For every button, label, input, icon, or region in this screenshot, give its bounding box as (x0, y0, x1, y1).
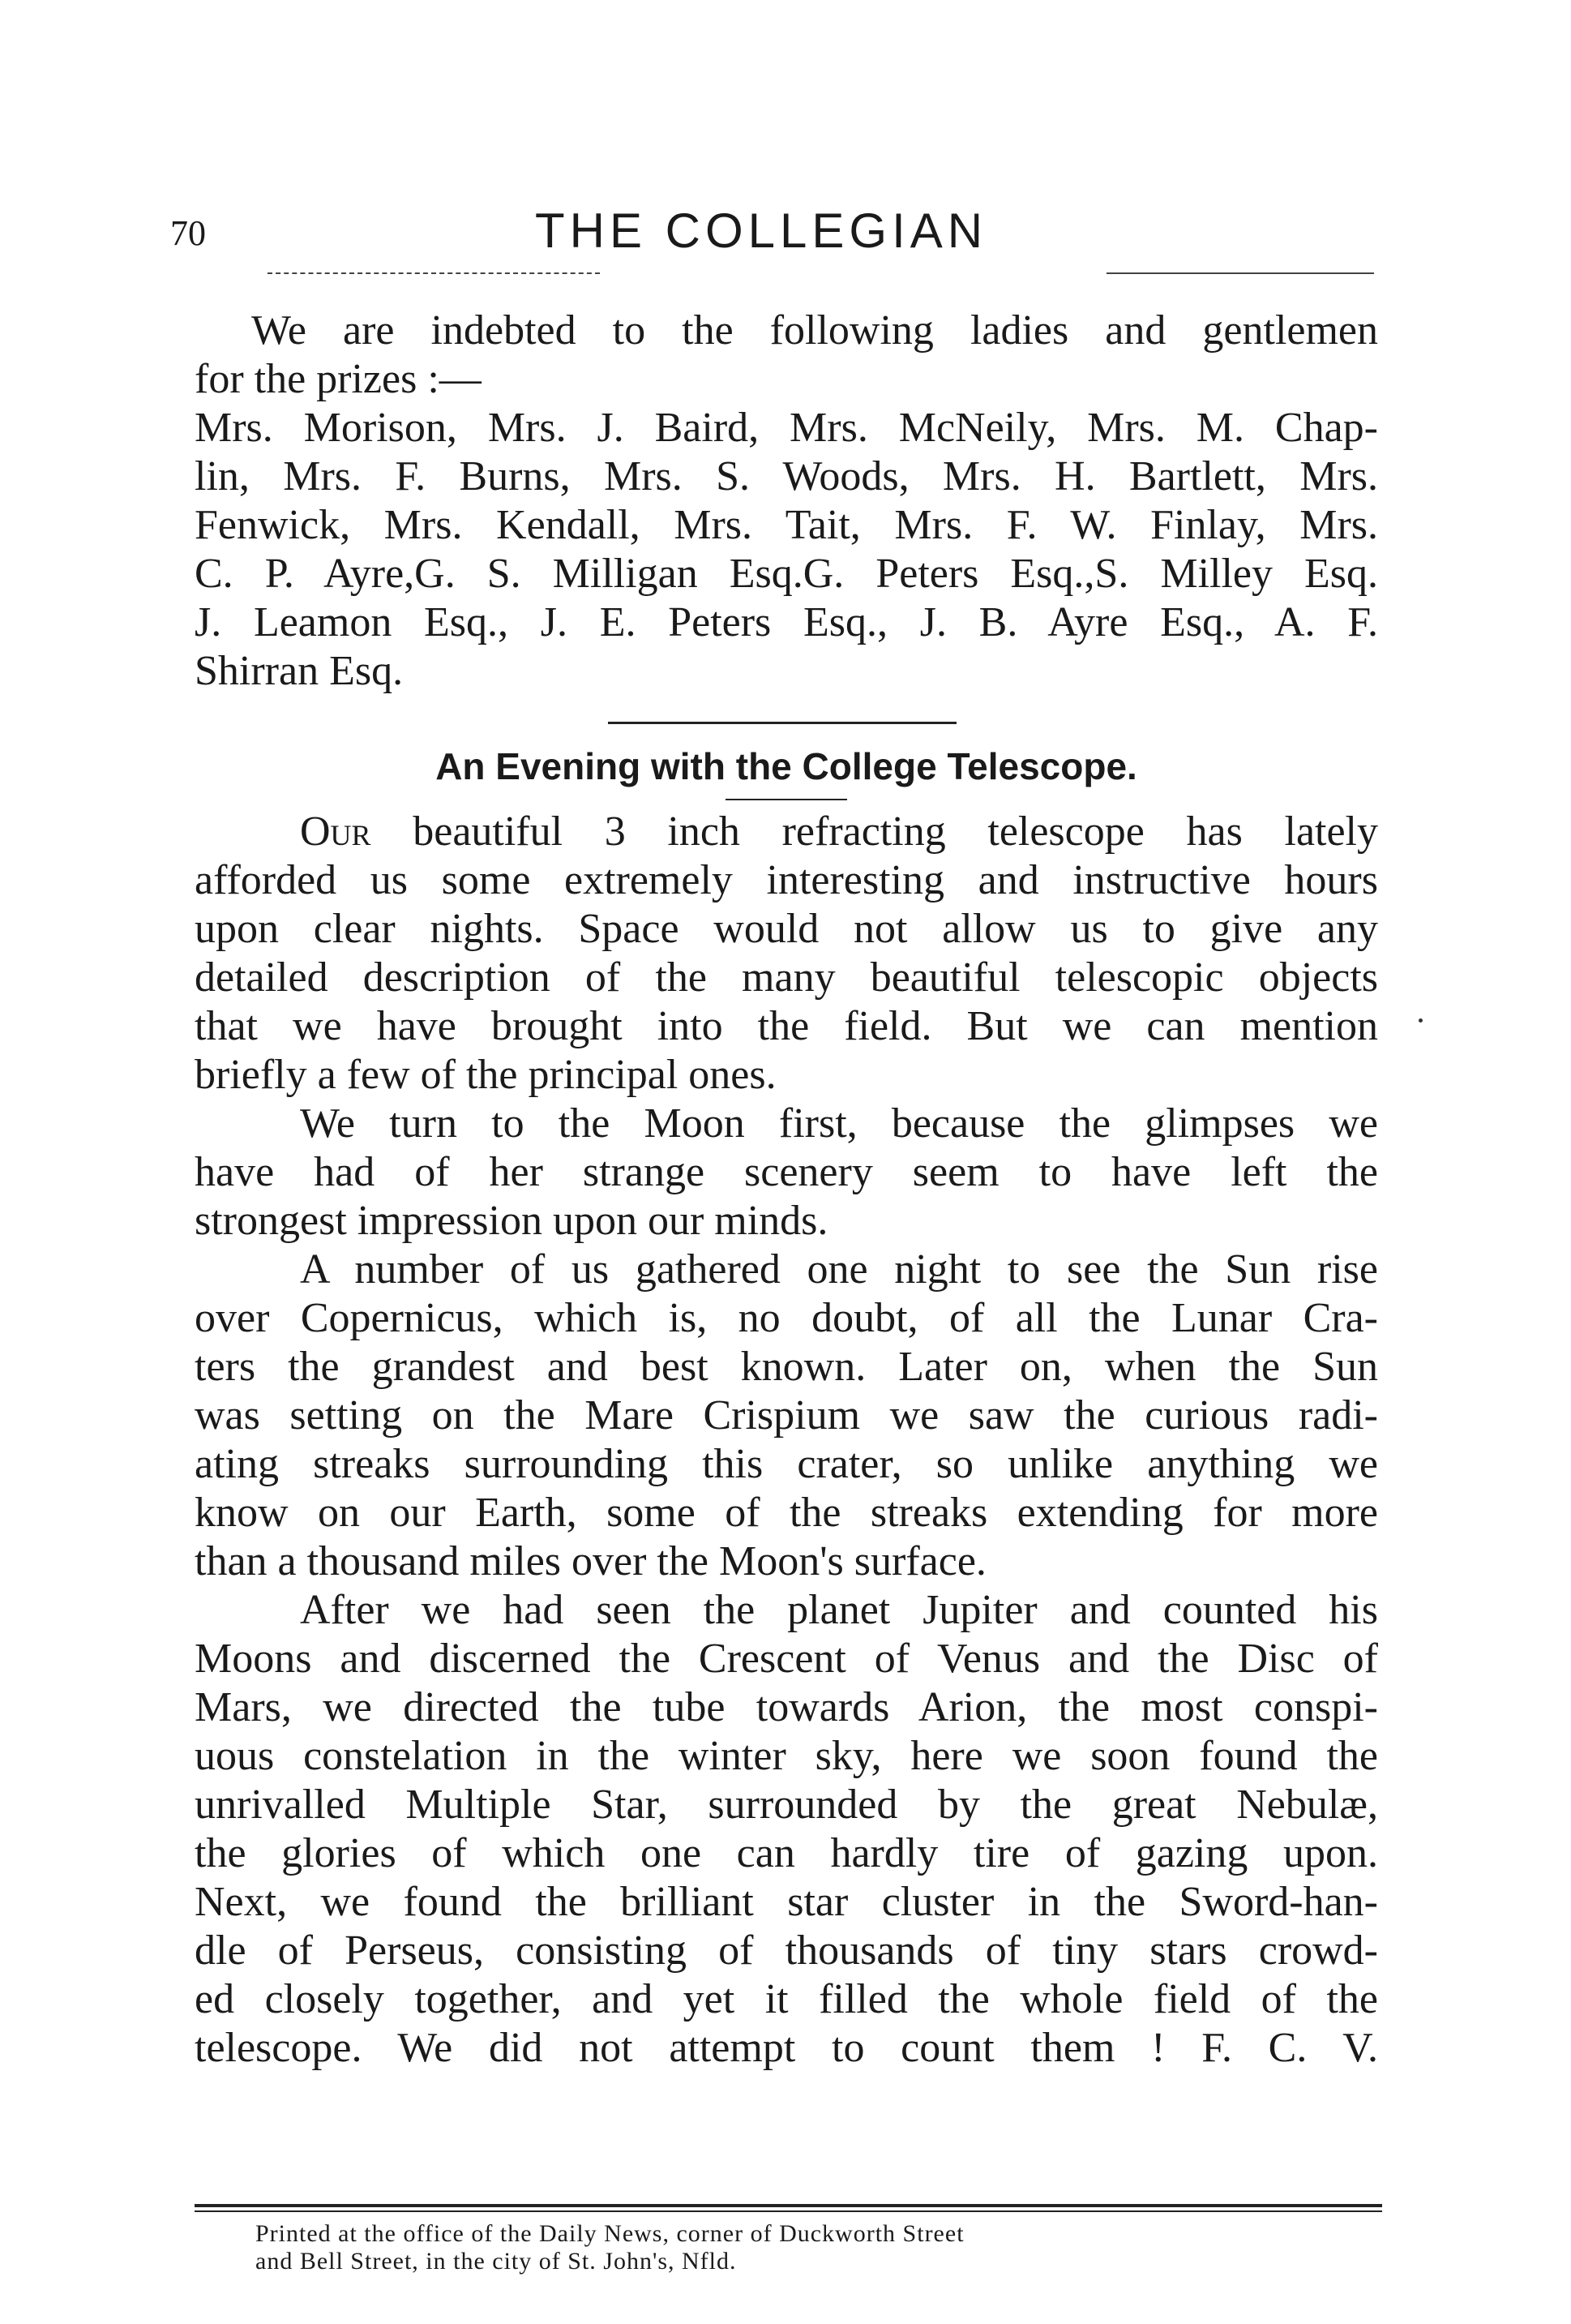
text-line: over Copernicus, which is, no doubt, of all the Lunar Cra- (195, 1295, 1378, 1341)
text-line: than a thousand miles over the Moon's surface. (195, 1538, 987, 1584)
text-line: for the prizes :— (195, 356, 482, 402)
prize-acknowledgement (195, 307, 1378, 696)
text-line: Next, we found the brilliant star cluster in the Sword-han- (195, 1879, 1378, 1925)
text-line: that we have brought into the field. But we can mention (195, 1003, 1378, 1049)
text-line: briefly a few of the principal ones. (195, 1052, 777, 1098)
text-line: detailed description of the many beautiful telescopic objects (195, 954, 1378, 1001)
footer-rule-thin (195, 2210, 1382, 2212)
text-line: ating streaks surrounding this crater, so unlike anything we (195, 1441, 1378, 1487)
text-line: Fenwick, Mrs. Kendall, Mrs. Tait, Mrs. F. W. Finlay, Mrs. (195, 502, 1378, 548)
text-line: Mrs. Morison, Mrs. J. Baird, Mrs. McNeily, Mrs. M. Chap- (195, 405, 1378, 451)
header-rule-right (1107, 272, 1374, 276)
text-line: upon clear nights. Space would not allow us to give any (195, 906, 1378, 952)
text-line: know on our Earth, some of the streaks extending for more (195, 1490, 1378, 1536)
text-line: telescope. We did not attempt to count them ! F. C. V. (195, 2025, 1378, 2071)
text-line: C. P. Ayre,G. S. Milligan Esq.G. Peters Esq.,S. Milley Esq. (195, 551, 1378, 597)
title-underline (726, 799, 847, 800)
text-line: We turn to the Moon first, because the glimpses we (300, 1100, 1378, 1147)
text-line: Moons and discerned the Crescent of Venus and the Disc of (195, 1636, 1378, 1682)
text-line: Shirran Esq. (195, 648, 404, 694)
text-line-rest: beautiful 3 inch refracting telescope has lately (370, 808, 1378, 855)
running-head: THE COLLEGIAN (535, 204, 988, 258)
article-title: An Evening with the College Telescope. (435, 745, 1137, 787)
text-line: After we had seen the planet Jupiter and counted his (300, 1587, 1378, 1633)
text-line: ed closely together, and yet it filled the whole field of the (195, 1976, 1378, 2022)
text-line: was setting on the Mare Crispium we saw the curious radi- (195, 1392, 1378, 1439)
drop-word: Our (300, 808, 371, 855)
text-line: afforded us some extremely interesting and instructive hours (195, 857, 1378, 903)
text-line: We are indebted to the following ladies and gentlemen (251, 307, 1378, 354)
text-line: J. Leamon Esq., J. E. Peters Esq., J. B. Ayre Esq., A. F. (195, 599, 1378, 645)
text-line: have had of her strange scenery seem to have left the (195, 1149, 1378, 1195)
print-speck (1419, 1018, 1423, 1023)
text-line (195, 808, 1378, 856)
imprint-line: Printed at the office of the Daily News, corner of Duckworth Street (255, 2220, 965, 2247)
text-line: A number of us gathered one night to see the Sun rise (300, 1246, 1378, 1293)
text-line: strongest impression upon our minds. (195, 1198, 828, 1244)
header-rule-left (268, 272, 600, 276)
footer-rule-thick (195, 2204, 1382, 2207)
page-number: 70 (170, 213, 206, 253)
text-line: the glories of which one can hardly tire of gazing upon. (195, 1830, 1378, 1876)
text-line: Mars, we directed the tube towards Arion, the most conspi- (195, 1684, 1378, 1730)
text-line: uous constelation in the winter sky, here we soon found the (195, 1733, 1378, 1779)
text-line: ters the grandest and best known. Later on, when the Sun (195, 1344, 1378, 1390)
printer-imprint (255, 2220, 1382, 2275)
article-body (195, 808, 1378, 2073)
text-line: lin, Mrs. F. Burns, Mrs. S. Woods, Mrs. H. Bartlett, Mrs. (195, 453, 1378, 500)
imprint-line: and Bell Street, in the city of St. John's, Nfld. (255, 2248, 737, 2275)
section-divider (608, 722, 957, 724)
text-line: dle of Perseus, consisting of thousands of tiny stars crowd- (195, 1927, 1378, 1974)
text-line: unrivalled Multiple Star, surrounded by the great Nebulæ, (195, 1782, 1378, 1828)
